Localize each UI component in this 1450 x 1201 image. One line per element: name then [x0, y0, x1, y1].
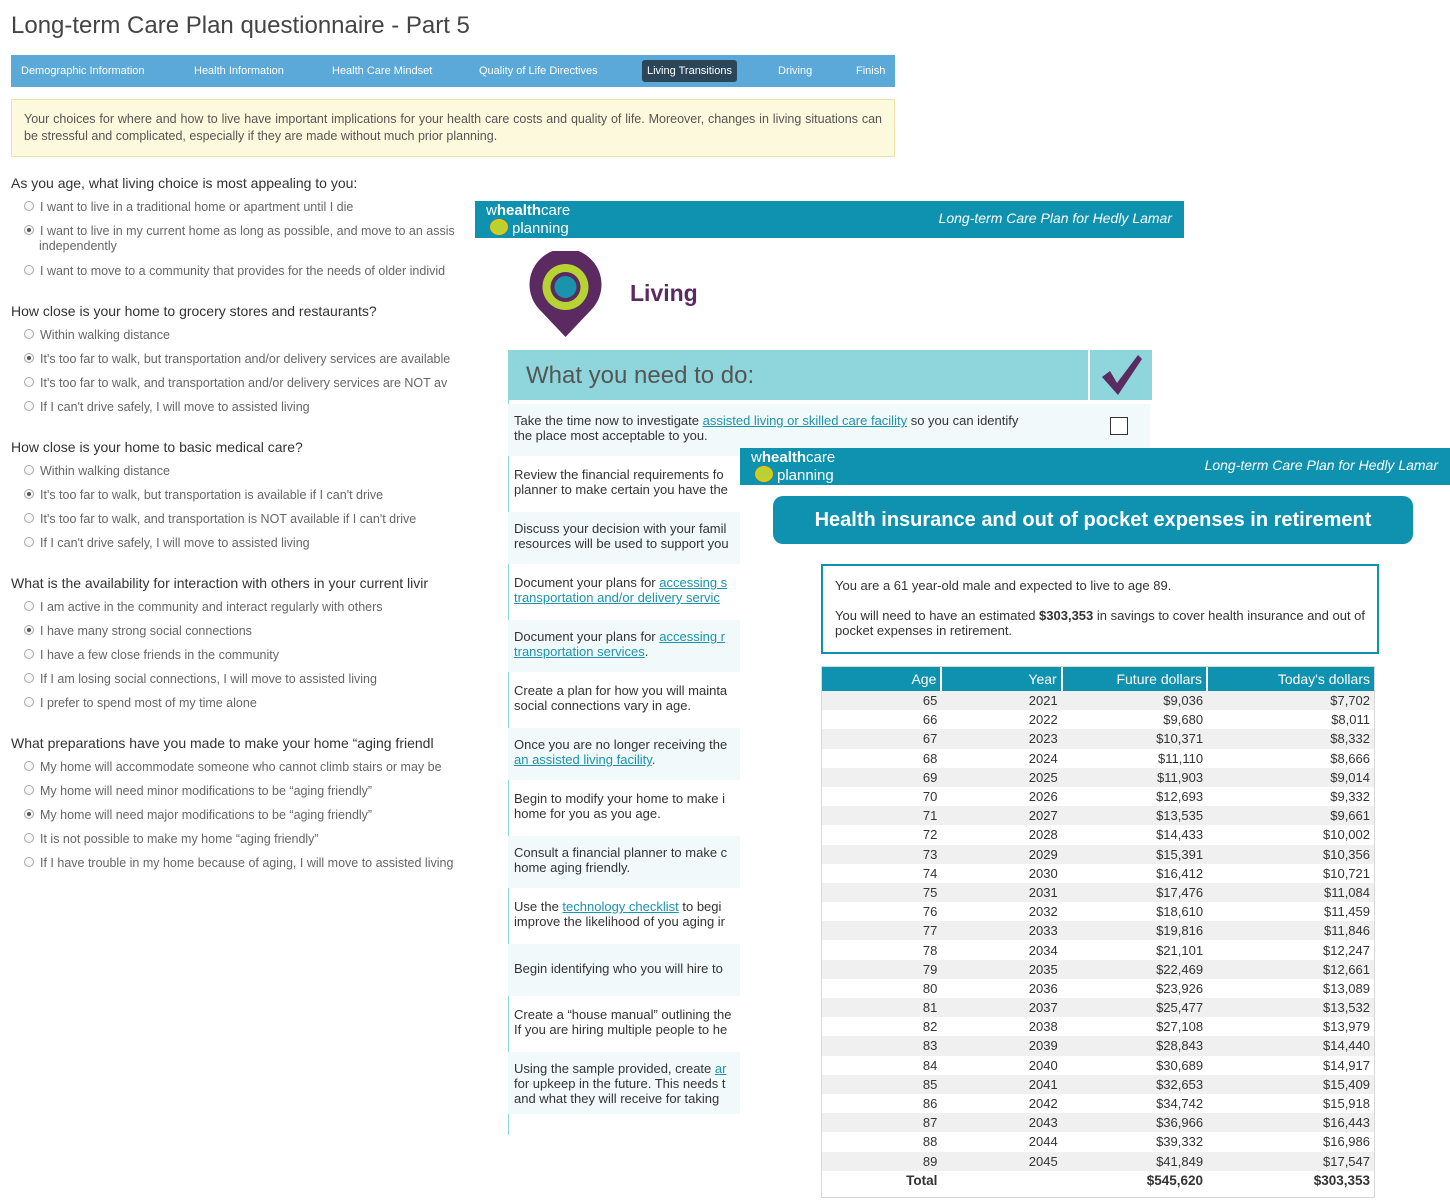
cell-todays-dollars: $9,661: [1207, 806, 1374, 825]
option-label: It is not possible to make my home “aging friendly”: [40, 832, 319, 846]
task-text: If you are hiring multiple people to he: [514, 1022, 728, 1037]
task-text: home aging friendly.: [514, 860, 631, 875]
table-row: [822, 825, 1374, 844]
cell-future-dollars: $27,108: [1156, 1019, 1204, 1035]
tab-health-care-mindset[interactable]: Health Care Mindset: [332, 65, 433, 77]
checkmark-header: [1088, 350, 1152, 400]
document-header: [475, 201, 1184, 238]
cell-todays-dollars: $15,918: [1323, 1096, 1370, 1112]
cell-year: 2031: [941, 883, 1061, 902]
cell-age: 75: [822, 883, 941, 902]
table-row: [822, 883, 1374, 902]
cell-todays-dollars: $10,721: [1323, 865, 1370, 881]
table-row: [822, 691, 1374, 710]
table-row: [822, 1017, 1374, 1036]
cell-future-dollars: $32,653: [1062, 1075, 1207, 1094]
task-text: the place most acceptable to you.: [514, 428, 708, 443]
radio-option[interactable]: [24, 327, 170, 343]
question-medical-distance: How close is your home to basic medical care?: [11, 439, 303, 455]
radio-option[interactable]: [24, 223, 455, 239]
task-text: .: [651, 752, 656, 767]
table-row: [822, 845, 1374, 864]
radio-button[interactable]: [24, 201, 34, 211]
summary-text-part: in savings to cover health insurance and out of pocket expenses in retirement.: [835, 608, 1366, 638]
radio-button[interactable]: [24, 401, 34, 411]
radio-option[interactable]: [24, 623, 252, 639]
option-label: If I have trouble in my home because of aging, I will move to assisted living: [40, 856, 454, 870]
task-text: Discuss your decision with your famil: [514, 521, 727, 536]
table-row: [822, 979, 1374, 998]
radio-button[interactable]: [24, 833, 34, 843]
summary-amount: $303,353: [1039, 608, 1094, 623]
cell-age: 73: [822, 845, 941, 864]
cell-todays-dollars: $16,443: [1207, 1113, 1374, 1132]
table-row: [822, 902, 1374, 921]
section-title: Living: [630, 280, 698, 306]
cell-todays-dollars: $11,459: [1323, 904, 1370, 920]
radio-option[interactable]: [24, 351, 450, 367]
table-row: [822, 998, 1374, 1017]
cell-year: 2032: [1028, 904, 1058, 920]
cell-future-dollars: $15,391: [1062, 845, 1207, 864]
radio-option[interactable]: [24, 599, 383, 615]
brand-text-bold: health: [761, 449, 807, 466]
task-link[interactable]: accessing r: [659, 629, 725, 644]
cell-future-dollars: $41,849: [1062, 1152, 1207, 1171]
cell-age: 82: [922, 1019, 938, 1035]
cell-todays-dollars: $13,979: [1323, 1019, 1370, 1035]
task-text: Using the sample provided, create: [514, 1061, 715, 1076]
radio-button[interactable]: [24, 601, 34, 611]
cell-future-dollars: $9,036: [1062, 691, 1207, 710]
brand-text: w: [751, 449, 762, 466]
cell-age: 72: [922, 827, 938, 843]
radio-button-selected[interactable]: [24, 625, 34, 635]
table-body: [822, 691, 1374, 1171]
cell-future-dollars: $34,742: [1156, 1096, 1204, 1112]
radio-button[interactable]: [24, 265, 34, 275]
task-text: resources will be used to support you: [514, 536, 729, 551]
page-title: Long-term Care Plan questionnaire - Part 5: [11, 12, 470, 39]
option-label: If I can't drive safely, I will move to assisted living: [40, 400, 310, 414]
cell-year: 2030: [1028, 865, 1058, 881]
option-label: My home will accommodate someone who cannot climb stairs or may be: [40, 760, 442, 774]
cell-future-dollars: $36,966: [1062, 1113, 1207, 1132]
brand-text: care: [541, 202, 571, 219]
table-row: [822, 787, 1374, 806]
task-text: so you can identify: [907, 413, 1019, 428]
option-label: If I can't drive safely, I will move to assisted living: [40, 536, 310, 550]
radio-button[interactable]: [24, 785, 34, 795]
cell-future-dollars: $12,693: [1156, 789, 1204, 805]
table-row: [822, 921, 1374, 940]
task-text: Begin to modify your home to make i: [514, 791, 725, 806]
brand-text: planning: [777, 467, 834, 484]
cell-todays-dollars: $9,014: [1207, 768, 1374, 787]
cell-year: 2023: [941, 729, 1061, 748]
cell-future-dollars: $10,371: [1062, 729, 1207, 748]
cell-year: 2021: [941, 691, 1061, 710]
radio-option[interactable]: [24, 759, 442, 775]
task-text: Take the time now to investigate: [514, 413, 703, 428]
radio-option[interactable]: [24, 487, 383, 503]
brand-logo: [751, 449, 835, 484]
total-todays-dollars: $303,353: [1207, 1171, 1374, 1190]
radio-button-selected[interactable]: [24, 353, 34, 363]
table-row: [822, 940, 1374, 959]
cell-future-dollars: $23,926: [1156, 980, 1204, 996]
document-header: [740, 448, 1450, 485]
table-row: [822, 1056, 1374, 1075]
task-text: Document your plans for: [514, 575, 660, 590]
cell-year: 2045: [941, 1152, 1061, 1171]
cell-age: 83: [822, 1036, 941, 1055]
option-label: Within walking distance: [40, 328, 170, 342]
option-label: My home will need minor modifications to be “aging friendly”: [40, 784, 373, 798]
cell-age: 65: [822, 691, 941, 710]
table-header-row: [822, 667, 1374, 691]
radio-option[interactable]: [24, 807, 372, 823]
radio-button[interactable]: [24, 673, 34, 683]
radio-button[interactable]: [24, 537, 34, 547]
globe-logo-icon: [755, 466, 773, 482]
task-text: Consult a financial planner to make c: [514, 845, 728, 860]
radio-button-selected[interactable]: [24, 809, 34, 819]
task-text: Begin identifying who you will hire to: [514, 961, 723, 976]
option-label: I have a few close friends in the community: [40, 648, 280, 662]
cell-future-dollars: $13,535: [1062, 806, 1207, 825]
radio-button-selected[interactable]: [24, 489, 34, 499]
radio-option[interactable]: [24, 263, 445, 279]
option-label: It's too far to walk, and transportation and/or delivery services are NOT av: [40, 376, 448, 390]
plan-owner-title: Long-term Care Plan for Hedly Lamar: [1204, 457, 1438, 473]
cell-todays-dollars: $15,409: [1207, 1075, 1374, 1094]
total-empty: [941, 1171, 1061, 1190]
task-link[interactable]: transportation services: [514, 644, 645, 659]
tab-health-information[interactable]: Health Information: [194, 65, 284, 77]
cell-year: 2035: [941, 960, 1061, 979]
cell-year: 2042: [1028, 1096, 1058, 1112]
radio-option[interactable]: [24, 399, 310, 415]
cell-todays-dollars: $14,917: [1323, 1057, 1370, 1073]
cell-age: 87: [822, 1113, 941, 1132]
cell-future-dollars: $30,689: [1156, 1057, 1204, 1073]
table-row: [822, 1075, 1374, 1094]
cell-future-dollars: $14,433: [1156, 827, 1204, 843]
cell-todays-dollars: $10,002: [1323, 827, 1370, 843]
table-row: [822, 1132, 1374, 1151]
table-row: [822, 1036, 1374, 1055]
radio-button-selected[interactable]: [24, 225, 34, 235]
question-grocery-distance: How close is your home to grocery stores and restaurants?: [11, 303, 377, 319]
radio-button[interactable]: [24, 857, 34, 867]
brand-text: care: [806, 449, 836, 466]
radio-button[interactable]: [24, 649, 34, 659]
total-label: Total: [822, 1171, 941, 1190]
table-row: [822, 749, 1374, 768]
task-text: Once you are no longer receiving the: [514, 737, 728, 752]
radio-option[interactable]: [24, 855, 453, 871]
radio-option[interactable]: [24, 375, 447, 391]
column-header-todays-dollars: Today's dollars: [1207, 667, 1374, 691]
task-text: .: [644, 644, 649, 659]
task-link[interactable]: ar: [714, 1061, 727, 1076]
summary-box: [821, 564, 1379, 654]
task-text: Use the: [514, 899, 563, 914]
intro-notice: Your choices for where and how to live have important implications for your health care costs and quality of life. Moreover, changes in living situations can be stressful and complicated, especially if they are made without much prior planning.: [11, 99, 895, 157]
column-header-future-dollars: Future dollars: [1062, 667, 1207, 691]
task-text: Create a plan for how you will mainta: [514, 683, 728, 698]
cell-year: 2039: [941, 1036, 1061, 1055]
option-label: I am active in the community and interact regularly with others: [40, 600, 383, 614]
cell-year: 2044: [1028, 1134, 1058, 1150]
question-social-interaction: What is the availability for interaction with others in your current livir: [11, 575, 429, 591]
health-insurance-document: [740, 448, 1450, 1200]
radio-button[interactable]: [24, 377, 34, 387]
cell-todays-dollars: $9,332: [1330, 789, 1370, 805]
radio-option[interactable]: [24, 511, 416, 527]
task-text: home for you as you age.: [514, 806, 661, 821]
cell-todays-dollars: $16,986: [1323, 1134, 1370, 1150]
cell-future-dollars: $18,610: [1156, 904, 1204, 920]
cell-age: 88: [922, 1134, 938, 1150]
cell-year: 2040: [1028, 1057, 1058, 1073]
tab-demographic-information[interactable]: Demographic Information: [21, 65, 145, 77]
brand-logo: [486, 202, 570, 237]
option-label: I prefer to spend most of my time alone: [40, 696, 257, 710]
task-text: social connections vary in age.: [514, 698, 692, 713]
summary-text-part: You will need to have an estimated: [835, 608, 1040, 623]
option-label: I have many strong social connections: [40, 624, 252, 638]
task-text: and what they will receive for taking: [514, 1091, 720, 1106]
cell-year: 2029: [941, 845, 1061, 864]
expense-table: [822, 667, 1374, 1190]
task-link[interactable]: transportation and/or delivery servic: [514, 590, 720, 605]
summary-text: [835, 608, 1365, 638]
table-row: [822, 1094, 1374, 1113]
cell-todays-dollars: $7,702: [1207, 691, 1374, 710]
column-header-year: Year: [941, 667, 1061, 691]
cell-todays-dollars: $17,547: [1207, 1152, 1374, 1171]
cell-todays-dollars: $12,661: [1207, 960, 1374, 979]
cell-age: 69: [822, 768, 941, 787]
option-label: My home will need major modifications to be “aging friendly”: [40, 808, 373, 822]
cell-age: 67: [822, 729, 941, 748]
task-text: for upkeep in the future. This needs t: [514, 1076, 726, 1091]
task-text: Review the financial requirements fo: [514, 467, 724, 482]
cell-year: 2022: [1028, 712, 1058, 728]
table-row: [822, 710, 1374, 729]
plan-owner-title: Long-term Care Plan for Hedly Lamar: [938, 210, 1172, 226]
radio-option[interactable]: [24, 535, 310, 551]
option-label: I want to live in my current home as long as possible, and move to an assis: [40, 224, 455, 238]
cell-future-dollars: $25,477: [1062, 998, 1207, 1017]
cell-age: 79: [822, 960, 941, 979]
cell-age: 81: [822, 998, 941, 1017]
cell-todays-dollars: $13,532: [1207, 998, 1374, 1017]
option-label: I want to move to a community that provides for the needs of older individ: [40, 264, 446, 278]
option-label: If I am losing social connections, I will move to assisted living: [40, 672, 377, 686]
radio-option[interactable]: [24, 463, 170, 479]
cell-future-dollars: $22,469: [1062, 960, 1207, 979]
cell-age: 84: [922, 1057, 938, 1073]
radio-button[interactable]: [24, 329, 34, 339]
option-label: It's too far to walk, but transportation and/or delivery services are available: [40, 352, 451, 366]
globe-logo-icon: [490, 219, 508, 235]
radio-option[interactable]: [24, 695, 257, 711]
table-row: [822, 768, 1374, 787]
table-row: [822, 960, 1374, 979]
table-total-row: [822, 1171, 1374, 1190]
cell-year: 2036: [1028, 980, 1058, 996]
option-label: It's too far to walk, but transportation is available if I can't drive: [40, 488, 384, 502]
cell-todays-dollars: $8,666: [1330, 750, 1370, 766]
cell-todays-dollars: $8,332: [1207, 729, 1374, 748]
cell-todays-dollars: $11,084: [1207, 883, 1374, 902]
task-text: to begi: [678, 899, 722, 914]
cell-age: 77: [822, 921, 941, 940]
table-row: [822, 729, 1374, 748]
cell-future-dollars: $11,110: [1158, 750, 1204, 766]
cell-future-dollars: $11,903: [1062, 768, 1207, 787]
radio-option[interactable]: [24, 671, 377, 687]
cell-age: 89: [822, 1152, 941, 1171]
question-living-choice: As you age, what living choice is most appealing to you:: [11, 175, 358, 191]
cell-future-dollars: $16,412: [1156, 865, 1204, 881]
brand-text: planning: [512, 220, 569, 237]
cell-age: 85: [822, 1075, 941, 1094]
table-row: [822, 806, 1374, 825]
table-row: [822, 1113, 1374, 1132]
brand-text: w: [486, 202, 497, 219]
option-label-continued: independently: [39, 239, 117, 253]
cell-future-dollars: $17,476: [1062, 883, 1207, 902]
radio-button[interactable]: [24, 513, 34, 523]
location-pin-icon: [529, 251, 602, 337]
column-header-age: Age: [822, 667, 941, 691]
task-link[interactable]: accessing s: [659, 575, 728, 590]
radio-option[interactable]: [24, 783, 372, 799]
cell-year: 2034: [1028, 942, 1058, 958]
option-label: Within walking distance: [40, 464, 170, 478]
section-banner: Health insurance and out of pocket expenses in retirement: [773, 496, 1413, 544]
radio-option[interactable]: [24, 199, 353, 215]
radio-button[interactable]: [24, 761, 34, 771]
total-future-dollars: $545,620: [1062, 1171, 1207, 1190]
task-text: planner to make certain you have the: [514, 482, 728, 497]
cell-year: 2028: [1028, 827, 1058, 843]
brand-text-bold: health: [496, 202, 542, 219]
cell-age: 68: [922, 750, 938, 766]
cell-todays-dollars: $14,440: [1207, 1036, 1374, 1055]
cell-age: 71: [822, 806, 941, 825]
cell-future-dollars: $28,843: [1062, 1036, 1207, 1055]
radio-button[interactable]: [24, 697, 34, 707]
cell-future-dollars: $19,816: [1062, 921, 1207, 940]
cell-age: 66: [922, 712, 938, 728]
tab-quality-of-life-directives[interactable]: Quality of Life Directives: [479, 65, 598, 77]
table-row: [822, 864, 1374, 883]
cell-todays-dollars: $12,247: [1323, 942, 1370, 958]
table-row: [822, 1152, 1374, 1171]
task-text: Document your plans for: [514, 629, 660, 644]
question-aging-friendly-home: What preparations have you made to make your home “aging friendl: [11, 735, 434, 751]
cell-todays-dollars: $10,356: [1207, 845, 1374, 864]
checkmark-icon: [1098, 353, 1144, 399]
cell-todays-dollars: $11,846: [1207, 921, 1374, 940]
cell-year: 2041: [941, 1075, 1061, 1094]
tab-living-transitions[interactable]: Living Transitions: [642, 60, 737, 82]
radio-option[interactable]: [24, 647, 279, 663]
tab-driving[interactable]: Driving: [778, 65, 813, 77]
cell-year: 2026: [1028, 789, 1058, 805]
tab-finish[interactable]: Finish: [856, 65, 886, 77]
cell-year: 2038: [1028, 1019, 1058, 1035]
todo-header: [508, 350, 1088, 400]
todo-checkbox[interactable]: [1110, 417, 1128, 435]
cell-future-dollars: $21,101: [1156, 942, 1204, 958]
todo-title: What you need to do:: [526, 362, 755, 389]
cell-year: 2027: [941, 806, 1061, 825]
cell-age: 70: [922, 789, 938, 805]
cell-future-dollars: $9,680: [1163, 712, 1204, 728]
cell-year: 2025: [941, 768, 1061, 787]
cell-year: 2024: [1028, 750, 1058, 766]
task-text: improve the likelihood of you aging ir: [514, 914, 726, 929]
cell-age: 80: [922, 980, 938, 996]
task-link[interactable]: assisted living or skilled care facility: [702, 413, 908, 428]
option-label: It's too far to walk, and transportation is NOT available if I can't drive: [40, 512, 417, 526]
option-label: I want to live in a traditional home or apartment until I die: [40, 200, 354, 214]
cell-age: 74: [922, 865, 938, 881]
cell-age: 78: [922, 942, 938, 958]
cell-todays-dollars: $13,089: [1323, 980, 1370, 996]
questionnaire-tabs: [11, 55, 895, 87]
radio-option[interactable]: [24, 831, 319, 847]
task-link[interactable]: an assisted living facility: [514, 752, 652, 767]
cell-age: 86: [922, 1096, 938, 1112]
cell-todays-dollars: $8,011: [1331, 712, 1370, 728]
radio-button[interactable]: [24, 465, 34, 475]
summary-text: You are a 61 year-old male and expected to live to age 89.: [835, 578, 1172, 593]
task-link[interactable]: technology checklist: [562, 899, 679, 914]
cell-future-dollars: $39,332: [1156, 1134, 1204, 1150]
cell-year: 2033: [941, 921, 1061, 940]
cell-age: 76: [922, 904, 938, 920]
cell-year: 2043: [941, 1113, 1061, 1132]
task-text: Create a “house manual” outlining the: [514, 1007, 732, 1022]
cell-year: 2037: [941, 998, 1061, 1017]
